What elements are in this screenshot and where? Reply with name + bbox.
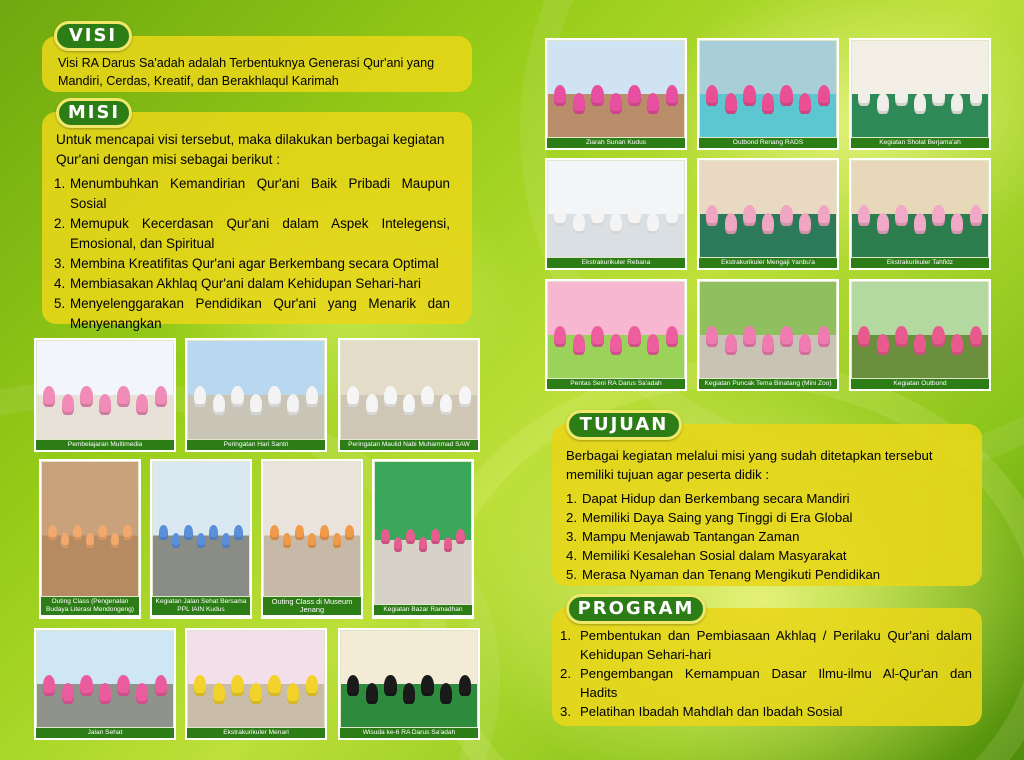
photo-card: [372, 459, 474, 619]
photo-figure: [647, 334, 659, 355]
photo-figure: [762, 213, 774, 234]
photo-figure: [43, 675, 55, 696]
photo-figure: [306, 675, 318, 696]
photo-figure: [117, 675, 129, 696]
photo-figure: [99, 683, 111, 704]
photo-figure: [666, 85, 678, 106]
photo: [547, 40, 685, 138]
photo-figure: [403, 394, 415, 415]
photo-caption: Outbond Renang RADS: [699, 138, 837, 148]
photo-figure: [98, 525, 107, 540]
visi-title: VISI: [54, 21, 132, 51]
misi-intro: Untuk mencapai visi tersebut, maka dilakukan berbagai kegiatan Qur'ani dengan misi sebagai berikut :: [56, 132, 445, 167]
photo-figure: [554, 326, 566, 347]
photo-figure: [932, 326, 944, 347]
photo-caption: Ekstrakurikuler Rebana: [547, 258, 685, 268]
photo-figure: [610, 334, 622, 355]
photo-figure: [287, 394, 299, 415]
photo-figure: [780, 326, 792, 347]
photo-figure: [213, 683, 225, 704]
photo-figure: [951, 334, 963, 355]
photo-figure: [573, 334, 585, 355]
photo-figure: [421, 675, 433, 696]
photo-figure: [306, 386, 318, 407]
photo-figure: [440, 683, 452, 704]
photo-figure: [234, 525, 243, 540]
misi-list: [54, 174, 450, 334]
photo-figure: [799, 93, 811, 114]
photo-figure: [610, 213, 622, 234]
photo-figure: [194, 386, 206, 407]
photo-figure: [403, 683, 415, 704]
photo-figure: [743, 326, 755, 347]
photo-figure: [48, 525, 57, 540]
photo-figure: [743, 85, 755, 106]
tujuan-title: TUJUAN: [566, 410, 682, 440]
photo-figure: [591, 85, 603, 106]
photo-figure: [419, 537, 428, 552]
photo-figure: [895, 326, 907, 347]
photo-card: [545, 279, 687, 391]
photo: [851, 40, 989, 138]
photo-figure: [647, 213, 659, 234]
photo-figure: [155, 386, 167, 407]
photo-figure: [136, 683, 148, 704]
list-item: 3. Membina Kreatifitas Qur'ani agar Berkembang secara Optimal: [54, 256, 439, 271]
photo-caption: Kegiatan Sholat Berjama'ah: [851, 138, 989, 148]
photo-figure: [384, 675, 396, 696]
photo-figure: [725, 213, 737, 234]
photo-figure: [970, 205, 982, 226]
photo-figure: [222, 533, 231, 548]
photo: [547, 160, 685, 258]
list-item: 4. Memiliki Kesalehan Sosial dalam Masyarakat: [566, 548, 847, 563]
photo-figure: [706, 326, 718, 347]
list-item: 2. Memiliki Daya Saing yang Tinggi di Era Global: [566, 510, 853, 525]
photo-figure: [99, 394, 111, 415]
photo-card: [849, 38, 991, 150]
photo-caption: Wisuda ke-6 RA Darus Sa'adah: [340, 728, 478, 738]
photo-figure: [951, 93, 963, 114]
program-list: [560, 626, 972, 721]
photo: [36, 340, 174, 440]
misi-title: MISI: [56, 98, 132, 128]
photo-card: [338, 338, 480, 452]
photo-figure: [440, 394, 452, 415]
photo-figure: [666, 326, 678, 347]
photo-figure: [647, 93, 659, 114]
photo-figure: [231, 386, 243, 407]
photo: [36, 630, 174, 728]
photo: [374, 461, 472, 605]
photo-card: [150, 459, 252, 619]
photo: [699, 160, 837, 258]
photo-caption: Kegiatan Puncak Tema Binatang (Mini Zoo): [699, 379, 837, 389]
list-item: 2. Pengembangan Kemampuan Dasar Ilmu-ilmu Al-Qur'an dan Hadits: [560, 666, 972, 700]
photo-figure: [725, 93, 737, 114]
photo-figure: [951, 213, 963, 234]
photo-figure: [384, 386, 396, 407]
photo: [41, 461, 139, 597]
photo-card: [545, 38, 687, 150]
photo-figure: [155, 675, 167, 696]
photo-caption: Ziarah Sunan Kudus: [547, 138, 685, 148]
photo-figure: [61, 533, 70, 548]
photo-figure: [591, 205, 603, 226]
photo-figure: [366, 394, 378, 415]
photo-figure: [431, 529, 440, 544]
photo-caption: Kegiatan Bazar Ramadhan: [374, 605, 472, 615]
photo-caption: Outing Class di Museum Jenang: [263, 597, 361, 615]
photo-figure: [877, 334, 889, 355]
photo: [851, 160, 989, 258]
photo-figure: [858, 205, 870, 226]
photo: [340, 630, 478, 728]
photo-caption: Peringatan Maulid Nabi Muhammad SAW: [340, 440, 478, 450]
photo-figure: [858, 85, 870, 106]
list-item: 1. Menumbuhkan Kemandirian Qur'ani Baik Pribadi Maupun Sosial: [54, 176, 450, 211]
photo-card: [261, 459, 363, 619]
photo-figure: [231, 675, 243, 696]
photo-figure: [406, 529, 415, 544]
photo-figure: [268, 386, 280, 407]
photo-figure: [320, 525, 329, 540]
photo-figure: [197, 533, 206, 548]
photo-figure: [287, 683, 299, 704]
photo-card: [34, 338, 176, 452]
photo-figure: [347, 675, 359, 696]
list-item: 5. Merasa Nyaman dan Tenang Mengikuti Pendidikan: [566, 567, 881, 582]
photo-figure: [80, 386, 92, 407]
photo-figure: [877, 213, 889, 234]
photo-figure: [250, 683, 262, 704]
program-title: PROGRAM: [566, 594, 706, 624]
photo-figure: [366, 683, 378, 704]
list-item: 2. Memupuk Kecerdasan Qur'ani dalam Aspek Intelegensi, Emosional, dan Spiritual: [54, 216, 450, 251]
photo-figure: [706, 205, 718, 226]
photo-caption: Kegiatan Outbond: [851, 379, 989, 389]
tujuan-list: [566, 489, 970, 584]
photo-figure: [283, 533, 292, 548]
photo-figure: [725, 334, 737, 355]
photo-figure: [591, 326, 603, 347]
photo-caption: Pentas Seni RA Darus Sa'adah: [547, 379, 685, 389]
list-item: 3. Pelatihan Ibadah Mahdlah dan Ibadah Sosial: [560, 704, 843, 719]
photo-caption: Pembelajaran Multimedia: [36, 440, 174, 450]
list-item: 1. Pembentukan dan Pembiasaan Akhlaq / Perilaku Qur'ani dalam Kehidupan Sehari-hari: [560, 628, 972, 662]
photo: [152, 461, 250, 597]
photo-figure: [895, 85, 907, 106]
photo-figure: [628, 85, 640, 106]
photo-figure: [666, 205, 678, 226]
photo-card: [39, 459, 141, 619]
photo-card: [697, 279, 839, 391]
photo-figure: [914, 213, 926, 234]
photo-figure: [895, 205, 907, 226]
photo-card: [338, 628, 480, 740]
photo-figure: [799, 334, 811, 355]
photo-figure: [858, 326, 870, 347]
photo-figure: [818, 205, 830, 226]
photo-caption: Peringatan Hari Santri: [187, 440, 325, 450]
photo: [547, 281, 685, 379]
photo-figure: [610, 93, 622, 114]
photo-card: [185, 338, 327, 452]
photo-figure: [914, 93, 926, 114]
photo-figure: [117, 386, 129, 407]
photo-caption: Ekstrakurikuler Mengaji Yanbu'a: [699, 258, 837, 268]
photo-figure: [136, 394, 148, 415]
list-item: 1. Dapat Hidup dan Berkembang secara Mandiri: [566, 491, 850, 506]
photo-figure: [73, 525, 82, 540]
photo-figure: [270, 525, 279, 540]
photo-figure: [932, 205, 944, 226]
photo-figure: [86, 533, 95, 548]
photo-caption: Outing Class (Pengenalan Budaya Literasi Mendongeng): [41, 597, 139, 615]
photo-figure: [308, 533, 317, 548]
photo-card: [697, 38, 839, 150]
photo-figure: [111, 533, 120, 548]
photo-figure: [932, 85, 944, 106]
list-item: 5. Menyelenggarakan Pendidikan Qur'ani yang Menarik dan Menyenangkan: [54, 296, 450, 331]
photo-figure: [347, 386, 359, 407]
photo-card: [185, 628, 327, 740]
photo-figure: [213, 394, 225, 415]
photo-figure: [628, 205, 640, 226]
photo-figure: [394, 537, 403, 552]
photo-figure: [914, 334, 926, 355]
photo-caption: Kegiatan Jalan Sehat Bersama PPL IAIN Kudus: [152, 597, 250, 615]
photo-figure: [172, 533, 181, 548]
photo-figure: [762, 93, 774, 114]
photo-figure: [818, 85, 830, 106]
photo-figure: [970, 85, 982, 106]
photo-caption: Ekstrakurikuler Menari: [187, 728, 325, 738]
photo-figure: [295, 525, 304, 540]
tujuan-intro: Berbagai kegiatan melalui misi yang sudah ditetapkan tersebut memiliki tujuan agar peserta didik :: [566, 448, 933, 482]
photo-caption: Ekstrakurikuler Tahfidz: [851, 258, 989, 268]
photo-figure: [573, 93, 585, 114]
photo-figure: [818, 326, 830, 347]
photo-card: [849, 279, 991, 391]
photo-figure: [421, 386, 433, 407]
photo-figure: [381, 529, 390, 544]
photo: [699, 281, 837, 379]
photo-figure: [43, 386, 55, 407]
photo: [699, 40, 837, 138]
photo-figure: [706, 85, 718, 106]
list-item: 3. Mampu Menjawab Tantangan Zaman: [566, 529, 800, 544]
photo: [263, 461, 361, 597]
photo-figure: [459, 675, 471, 696]
photo-figure: [554, 85, 566, 106]
list-item: 4. Membiasakan Akhlaq Qur'ani dalam Kehidupan Sehari-hari: [54, 276, 421, 291]
photo-figure: [743, 205, 755, 226]
photo: [187, 630, 325, 728]
photo-figure: [123, 525, 132, 540]
photo-figure: [456, 529, 465, 544]
photo-card: [697, 158, 839, 270]
photo-caption: Jalan Sehat: [36, 728, 174, 738]
photo-figure: [250, 394, 262, 415]
photo-figure: [554, 205, 566, 226]
photo-figure: [628, 326, 640, 347]
photo-figure: [573, 213, 585, 234]
photo-figure: [194, 675, 206, 696]
visi-text: Visi RA Darus Sa'adah adalah Terbentuknya Generasi Qur'ani yang Mandiri, Cerdas, Kreatif, dan Berakhlaqul Karimah: [58, 56, 435, 88]
photo-figure: [444, 537, 453, 552]
photo-figure: [345, 525, 354, 540]
photo-figure: [877, 93, 889, 114]
photo-figure: [762, 334, 774, 355]
photo-figure: [184, 525, 193, 540]
photo-figure: [62, 394, 74, 415]
photo-figure: [970, 326, 982, 347]
photo-figure: [459, 386, 471, 407]
photo-figure: [159, 525, 168, 540]
photo-figure: [209, 525, 218, 540]
photo-figure: [780, 85, 792, 106]
photo: [851, 281, 989, 379]
photo-figure: [799, 213, 811, 234]
photo-card: [34, 628, 176, 740]
photo-figure: [333, 533, 342, 548]
photo: [340, 340, 478, 440]
photo-figure: [268, 675, 280, 696]
photo-figure: [780, 205, 792, 226]
photo: [187, 340, 325, 440]
photo-card: [545, 158, 687, 270]
photo-figure: [80, 675, 92, 696]
photo-card: [849, 158, 991, 270]
photo-figure: [62, 683, 74, 704]
